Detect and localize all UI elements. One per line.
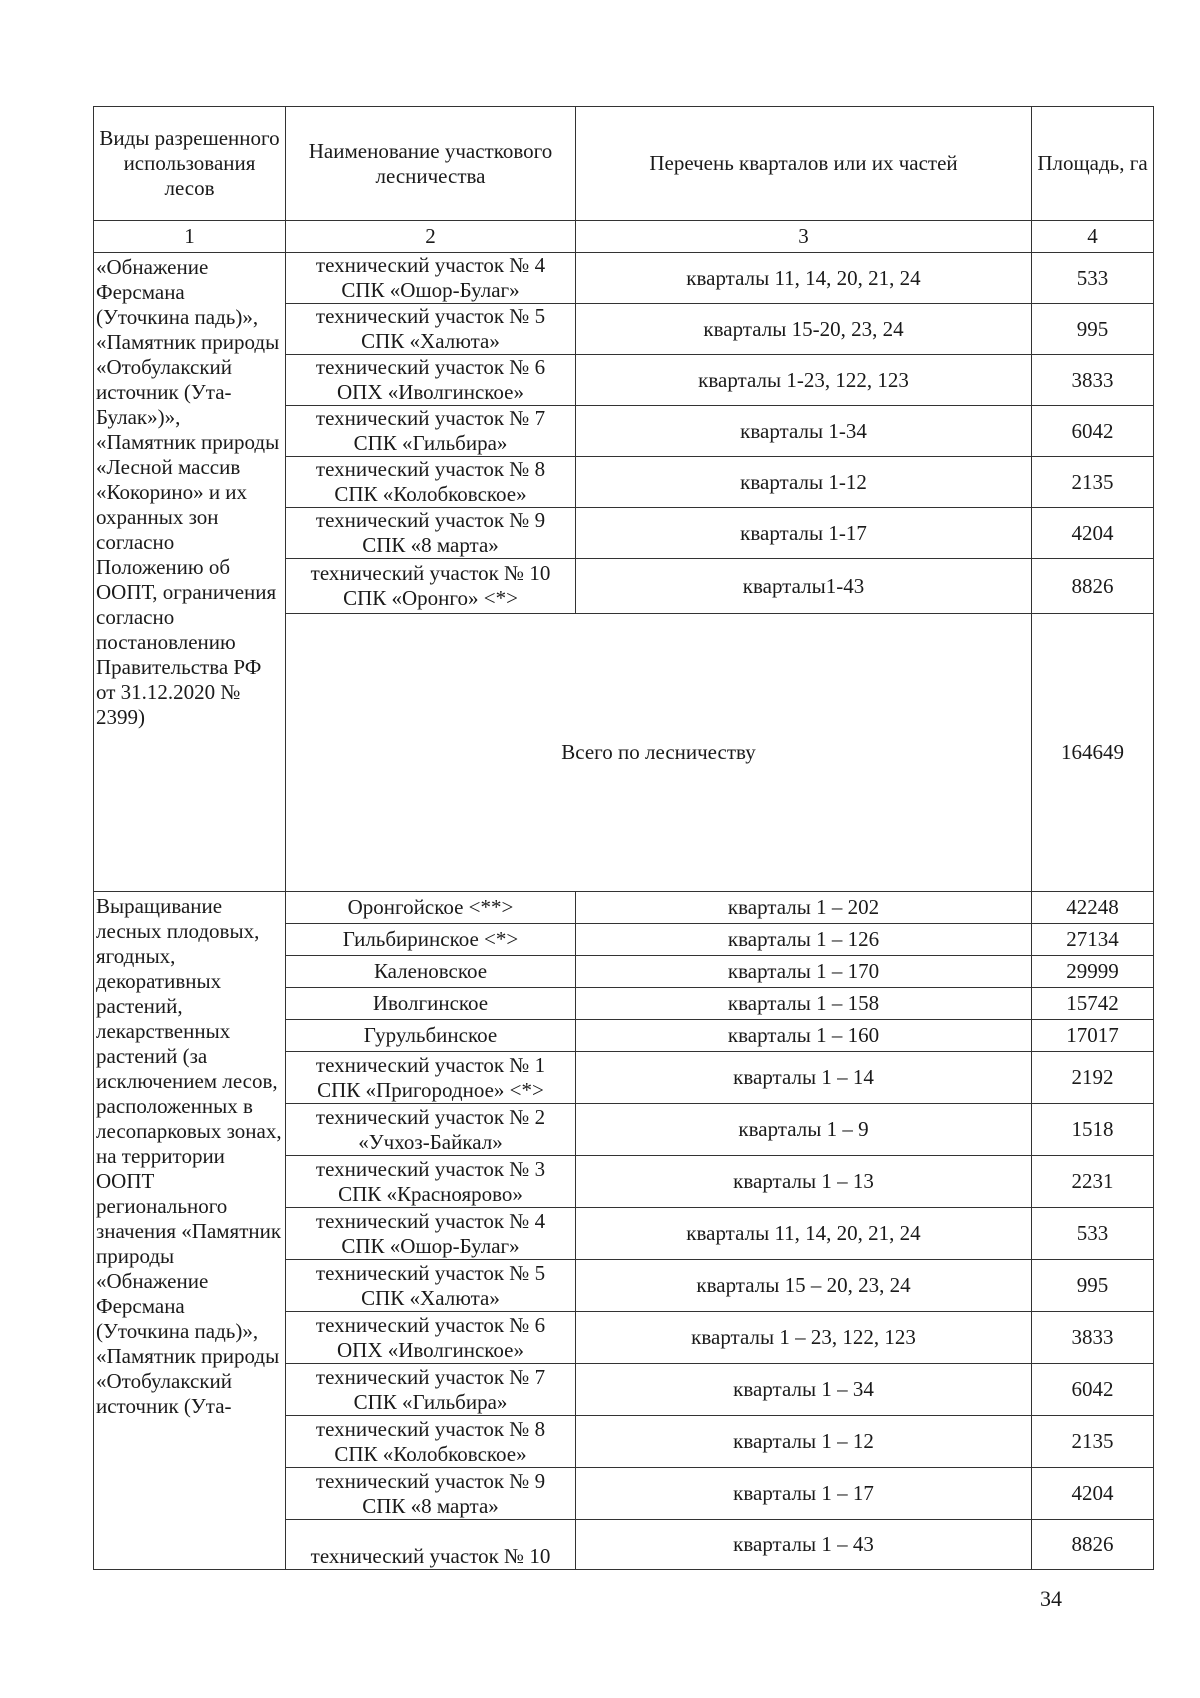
area-cell: 6042 xyxy=(1032,406,1154,457)
header-forestry-name: Наименование участкового лесничества xyxy=(286,107,576,221)
area-cell: 27134 xyxy=(1032,924,1154,956)
quarters-cell: кварталы 1 – 17 xyxy=(576,1468,1032,1520)
use-type-cell: Выращивание лесных плодовых, ягодных, декоративных растений, лекарственных растений (за исключением лесов, расположенных в лесопарковых зонах, на территории ООПТ регионального значения «Памятник природы «Обнажение Ферсмана (Уточкина падь)», «Памятник природы «Отобулакский источник (Ута- xyxy=(94,892,286,1570)
area-cell: 17017 xyxy=(1032,1020,1154,1052)
quarters-cell: кварталы 1-34 xyxy=(576,406,1032,457)
forestry-name-cell: технический участок № 3 СПК «Красноярово» xyxy=(286,1156,576,1208)
forestry-name-cell: технический участок № 9 СПК «8 марта» xyxy=(286,508,576,559)
column-number: 3 xyxy=(576,221,1032,253)
forestry-name-cell: технический участок № 5 СПК «Халюта» xyxy=(286,304,576,355)
quarters-cell: кварталы 1 – 202 xyxy=(576,892,1032,924)
quarters-cell: кварталы 11, 14, 20, 21, 24 xyxy=(576,253,1032,304)
quarters-cell: кварталы 1 – 12 xyxy=(576,1416,1032,1468)
forestry-name-cell: Каленовское xyxy=(286,956,576,988)
quarters-cell: кварталы 1-17 xyxy=(576,508,1032,559)
page-number: 34 xyxy=(1040,1586,1062,1611)
forestry-name-cell: технический участок № 4 СПК «Ошор-Булаг» xyxy=(286,253,576,304)
area-cell: 8826 xyxy=(1032,559,1154,614)
table-row xyxy=(94,892,1154,924)
header-row xyxy=(94,107,1154,221)
quarters-cell: кварталы 1 – 34 xyxy=(576,1364,1032,1416)
area-cell: 533 xyxy=(1032,253,1154,304)
area-cell: 15742 xyxy=(1032,988,1154,1020)
quarters-cell: кварталы 1 – 13 xyxy=(576,1156,1032,1208)
quarters-cell: кварталы 1 – 126 xyxy=(576,924,1032,956)
forest-use-table xyxy=(93,106,1154,1570)
total-area: 164649 xyxy=(1032,614,1154,892)
area-cell: 42248 xyxy=(1032,892,1154,924)
area-cell: 4204 xyxy=(1032,508,1154,559)
quarters-cell: кварталы 1 – 160 xyxy=(576,1020,1032,1052)
quarters-cell: кварталы 1 – 14 xyxy=(576,1052,1032,1104)
forestry-name-cell: технический участок № 7 СПК «Гильбира» xyxy=(286,1364,576,1416)
area-cell: 4204 xyxy=(1032,1468,1154,1520)
area-cell: 995 xyxy=(1032,304,1154,355)
area-cell: 995 xyxy=(1032,1260,1154,1312)
forestry-name-cell: технический участок № 10 xyxy=(286,1520,576,1570)
quarters-cell: кварталы 1 – 43 xyxy=(576,1520,1032,1570)
area-cell: 2192 xyxy=(1032,1052,1154,1104)
quarters-cell: кварталы 1 – 9 xyxy=(576,1104,1032,1156)
forestry-name-cell: технический участок № 4 СПК «Ошор-Булаг» xyxy=(286,1208,576,1260)
forestry-name-cell: технический участок № 5 СПК «Халюта» xyxy=(286,1260,576,1312)
quarters-cell: кварталы 15-20, 23, 24 xyxy=(576,304,1032,355)
column-number: 4 xyxy=(1032,221,1154,253)
area-cell: 2135 xyxy=(1032,457,1154,508)
quarters-cell: кварталы 1-23, 122, 123 xyxy=(576,355,1032,406)
header-area: Площадь, га xyxy=(1032,107,1154,221)
column-number: 1 xyxy=(94,221,286,253)
forestry-name-cell: Иволгинское xyxy=(286,988,576,1020)
quarters-cell: кварталы 1-12 xyxy=(576,457,1032,508)
forestry-name-cell: технический участок № 2 «Учхоз-Байкал» xyxy=(286,1104,576,1156)
area-cell: 3833 xyxy=(1032,355,1154,406)
area-cell: 6042 xyxy=(1032,1364,1154,1416)
column-number-row xyxy=(94,221,1154,253)
area-cell: 2135 xyxy=(1032,1416,1154,1468)
table-row xyxy=(94,253,1154,304)
quarters-cell: кварталы 1 – 170 xyxy=(576,956,1032,988)
forestry-name-cell: Оронгойское <**> xyxy=(286,892,576,924)
forestry-name-cell: технический участок № 8 СПК «Колобковское» xyxy=(286,457,576,508)
forestry-name-cell: технический участок № 6 ОПХ «Иволгинское» xyxy=(286,1312,576,1364)
quarters-cell: кварталы 1 – 23, 122, 123 xyxy=(576,1312,1032,1364)
use-type-cell: «Обнажение Ферсмана (Уточкина падь)», «Памятник природы «Отобулакский источник (Ута-Булак»)», «Памятник природы «Лесной массив «Кокорино» и их охранных зон согласно Положению об ООПТ, ограничения согласно постановлению Правительства РФ от 31.12.2020 № 2399) xyxy=(94,253,286,892)
forestry-name-cell: технический участок № 7 СПК «Гильбира» xyxy=(286,406,576,457)
area-cell: 29999 xyxy=(1032,956,1154,988)
forestry-name-cell: технический участок № 6 ОПХ «Иволгинское» xyxy=(286,355,576,406)
quarters-cell: кварталы1-43 xyxy=(576,559,1032,614)
forestry-name-cell: технический участок № 8 СПК «Колобковское» xyxy=(286,1416,576,1468)
forestry-name-cell: технический участок № 10 СПК «Оронго» <*> xyxy=(286,559,576,614)
area-cell: 3833 xyxy=(1032,1312,1154,1364)
area-cell: 533 xyxy=(1032,1208,1154,1260)
quarters-cell: кварталы 15 – 20, 23, 24 xyxy=(576,1260,1032,1312)
column-number: 2 xyxy=(286,221,576,253)
forestry-name-cell: технический участок № 9 СПК «8 марта» xyxy=(286,1468,576,1520)
area-cell: 2231 xyxy=(1032,1156,1154,1208)
quarters-cell: кварталы 11, 14, 20, 21, 24 xyxy=(576,1208,1032,1260)
forestry-name-cell: Гильбиринское <*> xyxy=(286,924,576,956)
total-label: Всего по лесничеству xyxy=(286,614,1032,892)
area-cell: 8826 xyxy=(1032,1520,1154,1570)
header-use-type: Виды разрешенного использования лесов xyxy=(94,107,286,221)
quarters-cell: кварталы 1 – 158 xyxy=(576,988,1032,1020)
forestry-name-cell: технический участок № 1 СПК «Пригородное» <*> xyxy=(286,1052,576,1104)
area-cell: 1518 xyxy=(1032,1104,1154,1156)
forestry-name-cell: Гурульбинское xyxy=(286,1020,576,1052)
header-quarters: Перечень кварталов или их частей xyxy=(576,107,1032,221)
